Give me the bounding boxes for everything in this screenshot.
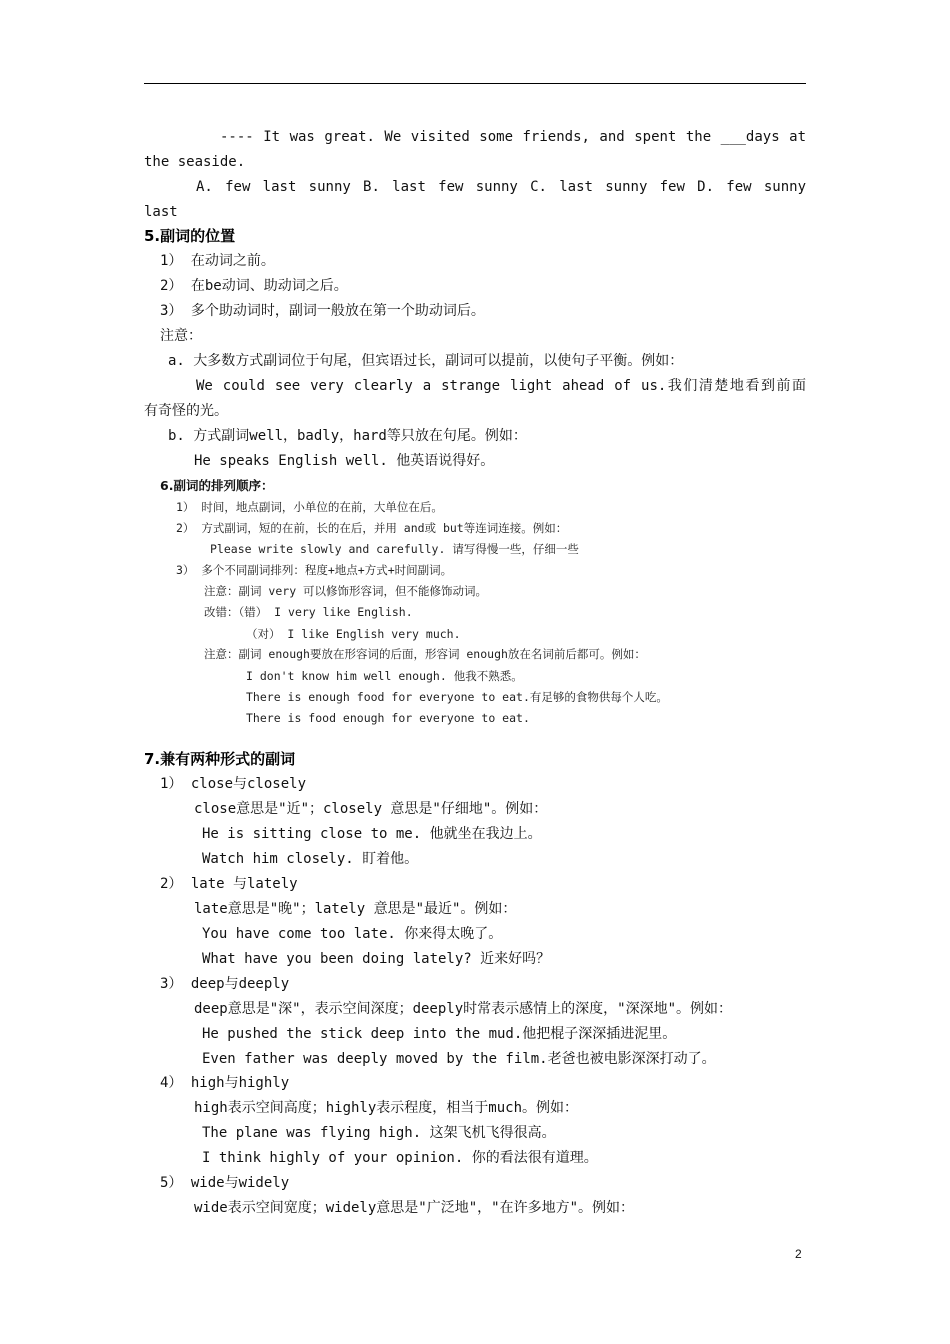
list-item: 2） late 与lately (160, 876, 298, 892)
section-heading: 6.副词的排列顺序： (160, 478, 274, 493)
list-item: 5） wide与widely (160, 1175, 290, 1191)
example-line: I don't know him well enough. 他我不熟悉。 (246, 669, 523, 683)
example-line: I think highly of your opinion. 你的看法很有道理。 (202, 1150, 598, 1166)
example-line: He pushed the stick deep into the mud.他把棍子深深插进泥里。 (202, 1026, 677, 1042)
question-options: last (144, 204, 178, 220)
example-line: （对） I like English very much. (246, 627, 461, 641)
note-item: 注意：副词 very 可以修饰形容词，但不能修饰动词。 (204, 584, 488, 598)
example-line: 改错：（错） I very like English. (204, 605, 413, 619)
example-line: He is sitting close to me. 他就坐在我边上。 (202, 826, 542, 842)
page-number: 2 (795, 1247, 802, 1261)
list-item: 3） 多个不同副词排列：程度+地点+方式+时间副词。 (176, 563, 453, 577)
example-line: There is enough food for everyone to eat.有足够的食物供每个人吃。 (246, 690, 668, 704)
example-line: Please write slowly and carefully. 请写得慢一些，仔细一些 (210, 542, 579, 556)
note-item: b. 方式副词well，badly，hard等只放在句尾。例如： (168, 428, 527, 444)
explanation-line: late意思是"晚"；lately 意思是"最近"。例如： (194, 901, 517, 917)
question-options: A. few last sunny B. last few sunny C. last sunny few D. few sunny (196, 179, 806, 195)
example-line: He speaks English well. 他英语说得好。 (194, 453, 495, 469)
list-item: 4） high与highly (160, 1075, 290, 1091)
question-line: the seaside. (144, 154, 246, 170)
example-line: What have you been doing lately? 近来好吗？ (202, 951, 551, 967)
list-item: 1） close与closely (160, 776, 307, 792)
list-item: 2） 方式副词，短的在前，长的在后，并用 and或 but等连词连接。例如： (176, 521, 568, 535)
example-line: The plane was flying high. 这架飞机飞得很高。 (202, 1125, 556, 1141)
example-line: We could see very clearly a strange light ahead of us.我们清楚地看到前面 (196, 378, 806, 394)
question-line: ---- It was great. We visited some friends, and spent the ___days at (220, 129, 806, 145)
note-label: 注意： (160, 328, 202, 344)
list-item: 1） 时间，地点副词，小单位的在前，大单位在后。 (176, 500, 443, 514)
explanation-line: close意思是"近"；closely 意思是"仔细地"。例如： (194, 801, 548, 817)
list-item: 3） deep与deeply (160, 976, 290, 992)
example-line: Watch him closely. 盯着他。 (202, 851, 419, 867)
explanation-line: deep意思是"深"，表示空间深度；deeply时常表示感情上的深度，"深深地"。例如： (194, 1001, 733, 1017)
example-line: Even father was deeply moved by the film.老爸也被电影深深打动了。 (202, 1051, 716, 1067)
example-line: There is food enough for everyone to eat. (246, 711, 530, 725)
list-item: 1） 在动词之前。 (160, 253, 275, 269)
note-item: 注意：副词 enough要放在形容词的后面，形容词 enough放在名词前后都可。例如： (204, 647, 646, 661)
section-heading: 5.副词的位置 (144, 227, 236, 245)
list-item: 2） 在be动词、助动词之后。 (160, 278, 348, 294)
example-line: You have come too late. 你来得太晚了。 (202, 926, 503, 942)
explanation-line: high表示空间高度；highly表示程度，相当于much。例如： (194, 1100, 579, 1116)
example-line: 有奇怪的光。 (144, 403, 228, 419)
header-rule (144, 83, 806, 84)
list-item: 3） 多个助动词时，副词一般放在第一个助动词后。 (160, 303, 485, 319)
note-item: a. 大多数方式副词位于句尾，但宾语过长，副词可以提前，以使句子平衡。例如： (168, 353, 684, 369)
section-heading: 7.兼有两种形式的副词 (144, 750, 296, 768)
explanation-line: wide表示空间宽度；widely意思是"广泛地"，"在许多地方"。例如： (194, 1200, 635, 1216)
